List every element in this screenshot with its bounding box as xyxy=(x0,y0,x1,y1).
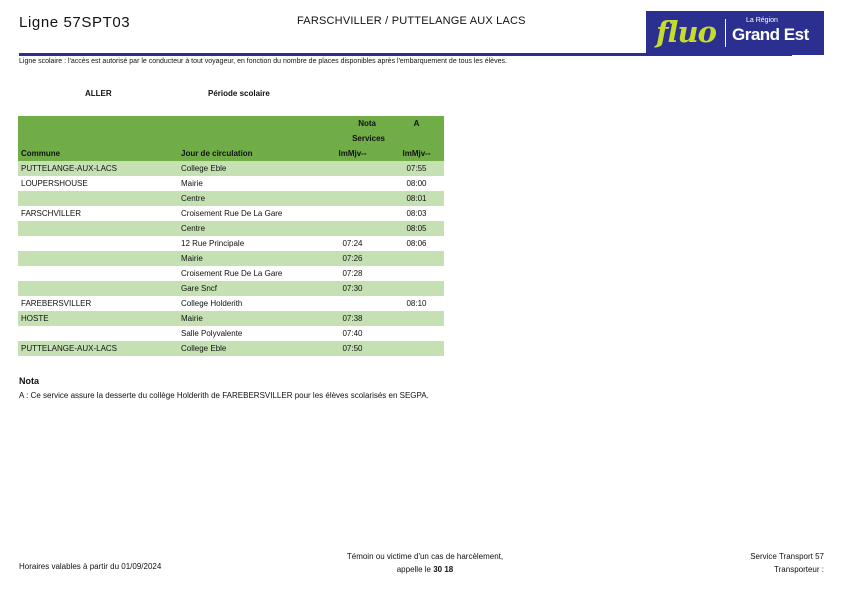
service2-time xyxy=(389,251,444,266)
table-row xyxy=(18,311,444,326)
service1-time xyxy=(316,296,389,311)
service1-time: 07:40 xyxy=(316,326,389,341)
stop-cell: Mairie xyxy=(178,176,316,191)
commune-cell: FARSCHVILLER xyxy=(18,206,178,221)
table-row xyxy=(18,221,444,236)
stop-cell: Centre xyxy=(178,191,316,206)
table-row xyxy=(18,341,444,356)
nota-text: A : Ce service assure la desserte du collège Holderith de FAREBERSVILLER pour les élèves scolarisés en SEGPA. xyxy=(19,391,429,400)
stop-cell: Croisement Rue De La Gare xyxy=(178,266,316,281)
harassment-line-2: appelle le 30 18 xyxy=(396,565,454,574)
service2-time xyxy=(389,281,444,296)
table-row xyxy=(18,266,444,281)
service1-time: 07:38 xyxy=(316,311,389,326)
commune-cell xyxy=(18,236,178,251)
logo-region: Grand Est xyxy=(732,25,809,44)
service1-time: 07:28 xyxy=(316,266,389,281)
table-row xyxy=(18,191,444,206)
direction-label: ALLER xyxy=(85,89,112,98)
period-label: Période scolaire xyxy=(208,89,270,98)
timetable xyxy=(18,116,444,356)
service2-time xyxy=(389,326,444,341)
service1-time: 07:30 xyxy=(316,281,389,296)
jour-header: Jour de circulation xyxy=(178,146,316,161)
header-row-nota xyxy=(18,116,444,131)
service2-time: 08:01 xyxy=(389,191,444,206)
operator-info xyxy=(640,550,824,576)
harassment-number: 30 18 xyxy=(433,565,454,574)
commune-cell xyxy=(18,281,178,296)
commune-cell: PUTTELANGE-AUX-LACS xyxy=(18,341,178,356)
table-row xyxy=(18,236,444,251)
table-row xyxy=(18,281,444,296)
logo-divider xyxy=(725,19,726,47)
service2-time: 08:00 xyxy=(389,176,444,191)
fluo-grand-est-logo xyxy=(646,11,824,55)
service1-time: 07:26 xyxy=(316,251,389,266)
service2-time: 08:06 xyxy=(389,236,444,251)
harassment-line-1: Témoin ou victime d'un cas de harcèlement, xyxy=(346,552,504,561)
service2-time xyxy=(389,311,444,326)
commune-header: Commune xyxy=(18,146,178,161)
commune-cell: FAREBERSVILLER xyxy=(18,296,178,311)
commune-cell: PUTTELANGE-AUX-LACS xyxy=(18,161,178,176)
nota-header: Nota xyxy=(316,116,389,131)
stop-cell: 12 Rue Principale xyxy=(178,236,316,251)
service1-time: 07:50 xyxy=(316,341,389,356)
commune-cell xyxy=(18,191,178,206)
table-row xyxy=(18,326,444,341)
service1-time xyxy=(316,161,389,176)
timetable-body xyxy=(18,161,444,356)
service1-time xyxy=(316,206,389,221)
service1-time xyxy=(316,221,389,236)
table-row xyxy=(18,251,444,266)
commune-cell xyxy=(18,326,178,341)
header-row-services xyxy=(18,131,444,146)
service2-time: 08:10 xyxy=(389,296,444,311)
stop-cell: Salle Polyvalente xyxy=(178,326,316,341)
harassment-notice xyxy=(300,550,550,576)
services-header: Services xyxy=(316,131,389,146)
service2-time xyxy=(389,266,444,281)
stop-cell: Mairie xyxy=(178,311,316,326)
validity-text: Horaires valables à partir du 01/09/2024 xyxy=(19,562,162,571)
service2-days-header: lmMjv-- xyxy=(389,146,444,161)
service1-time xyxy=(316,176,389,191)
stop-cell: Gare Sncf xyxy=(178,281,316,296)
logo-brand: fluo xyxy=(656,15,716,49)
line-title: Ligne 57SPT03 xyxy=(19,14,131,31)
service2-time: 08:05 xyxy=(389,221,444,236)
commune-cell: HOSTE xyxy=(18,311,178,326)
stop-cell: College Eble xyxy=(178,161,316,176)
table-row xyxy=(18,296,444,311)
service2-time xyxy=(389,341,444,356)
service2-time: 08:03 xyxy=(389,206,444,221)
table-row xyxy=(18,176,444,191)
commune-cell xyxy=(18,266,178,281)
carrier-label: Transporteur : xyxy=(774,565,824,574)
route-title: FARSCHVILLER / PUTTELANGE AUX LACS xyxy=(297,15,526,27)
commune-cell xyxy=(18,251,178,266)
service2-time: 07:55 xyxy=(389,161,444,176)
commune-cell xyxy=(18,221,178,236)
service1-time: 07:24 xyxy=(316,236,389,251)
header-divider xyxy=(19,53,792,56)
commune-cell: LOUPERSHOUSE xyxy=(18,176,178,191)
stop-cell: College Holderith xyxy=(178,296,316,311)
nota-a-header: A xyxy=(389,116,444,131)
service1-time xyxy=(316,191,389,206)
header-row-columns xyxy=(18,146,444,161)
stop-cell: Centre xyxy=(178,221,316,236)
nota-title: Nota xyxy=(19,376,39,386)
stop-cell: College Eble xyxy=(178,341,316,356)
logo-region-small: La Région xyxy=(746,17,778,24)
service1-days-header: lmMjv-- xyxy=(316,146,389,161)
table-row xyxy=(18,206,444,221)
table-row xyxy=(18,161,444,176)
stop-cell: Mairie xyxy=(178,251,316,266)
operator-name: Service Transport 57 xyxy=(750,552,824,561)
school-line-notice: Ligne scolaire : l'accès est autorisé par le conducteur à tout voyageur, en fonction du nombre de places disponibles après l'embarquement de tous les élèves. xyxy=(19,58,507,65)
stop-cell: Croisement Rue De La Gare xyxy=(178,206,316,221)
